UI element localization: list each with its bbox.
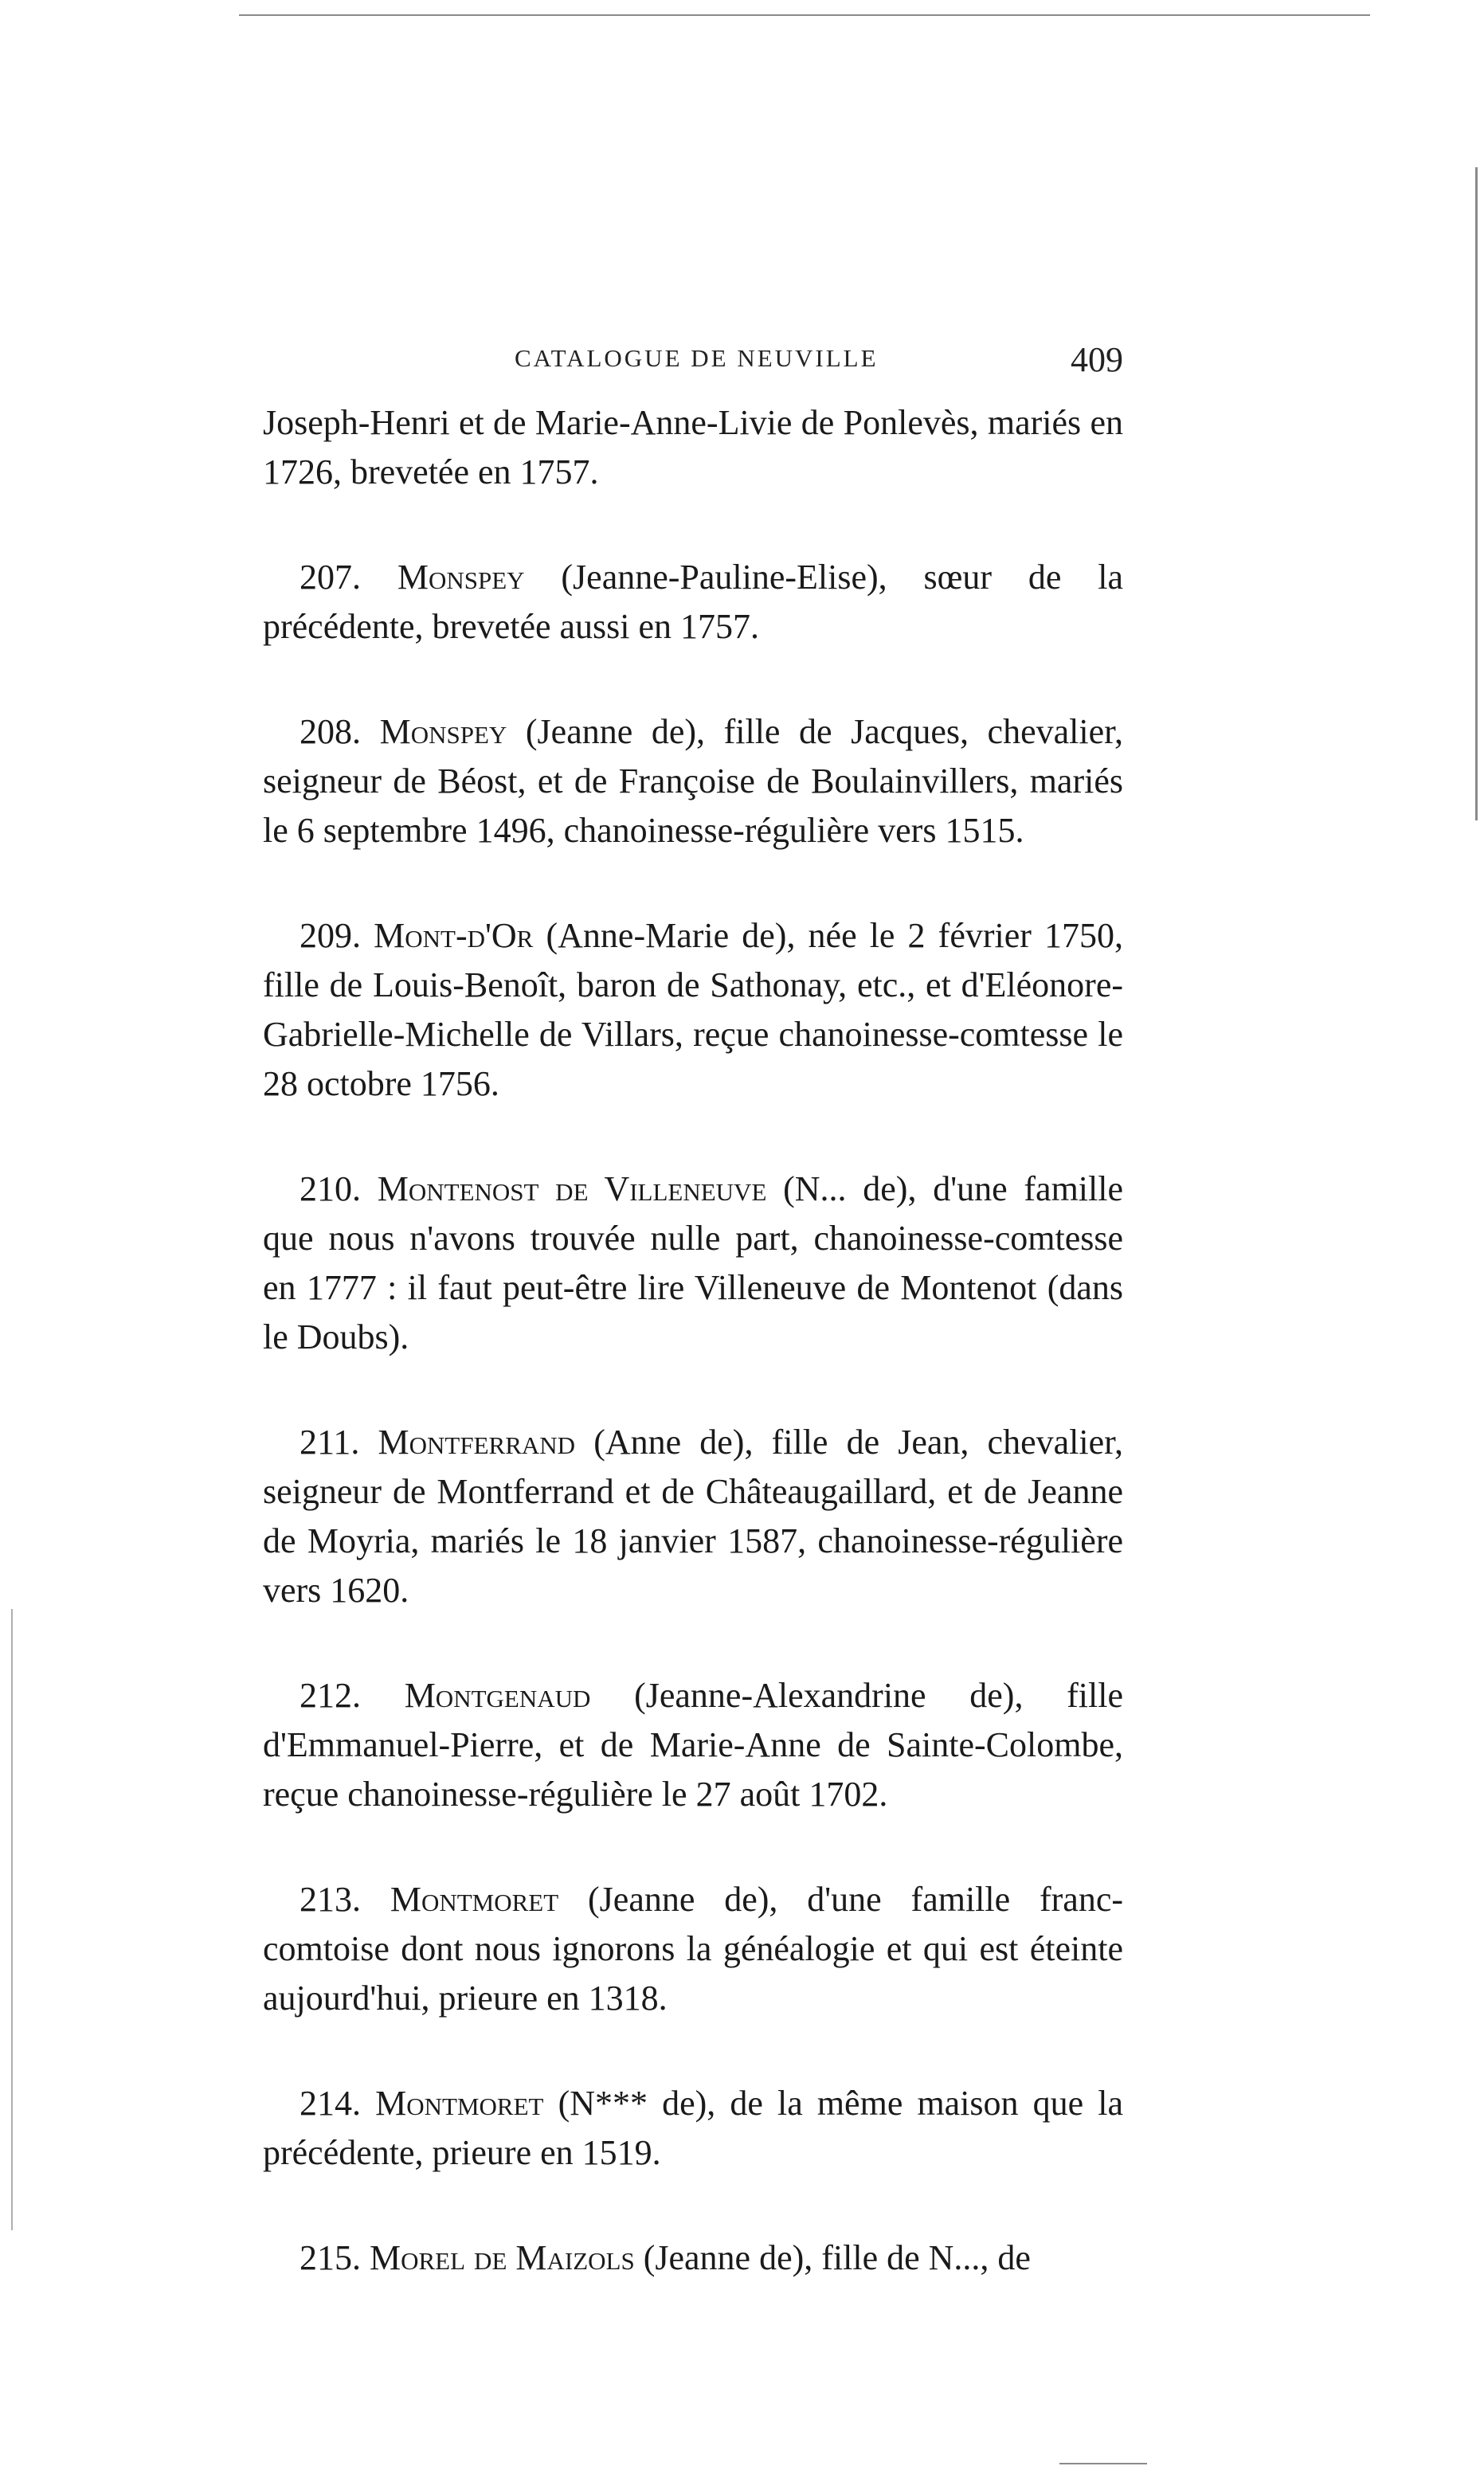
entry-211 (263, 1418, 1123, 1615)
entry-213 (263, 1875, 1123, 2023)
scan-bottom-edge-line (1059, 2463, 1147, 2464)
entry-text: (Jeanne de), fille de Jacques, chevalier, seigneur de Béost, et de Françoise de Boulainvillers, mariés le 6 septembre 1496, chanoinesse-régulière vers 1515. (263, 712, 1124, 850)
entry-text: (Jeanne-Pauline-Elise), sœur de la précédente, brevetée aussi en 1757. (263, 558, 1124, 646)
entry-210 (263, 1165, 1123, 1362)
entry-name: Montmoret (390, 1880, 559, 1919)
entry-214 (263, 2079, 1123, 2178)
entry-number: 211. (300, 1423, 360, 1462)
entry-text: (Jeanne de), fille de N..., de (643, 2238, 1031, 2277)
entry-name: Montferrand (378, 1423, 576, 1462)
scan-top-edge-line (239, 14, 1370, 16)
page-header (263, 333, 1123, 397)
entry-name: Morel de Maizols (370, 2238, 635, 2277)
page-number: 409 (1071, 340, 1123, 379)
entry-text: (N... de), d'une famille que nous n'avons trouvée nulle part, chanoinesse-comtesse en 1777 : il faut peut-être lire Villeneuve de Montenot (dans le Doubs). (263, 1169, 1123, 1356)
entry-name: Montenost de Villeneuve (377, 1169, 767, 1208)
entry-text: (N*** de), de la même maison que la précédente, prieure en 1519. (263, 2084, 1124, 2172)
entry-number: 207. (300, 558, 361, 597)
entry-name: Monspey (379, 712, 507, 751)
entry-number: 213. (300, 1880, 361, 1919)
entry-number: 214. (300, 2084, 361, 2123)
scan-right-edge-line (1475, 167, 1478, 820)
entry-name: Monspey (397, 558, 525, 597)
entry-215 (263, 2233, 1123, 2283)
entry-text: (Jeanne de), d'une famille franc-comtoise dont nous ignorons la généalogie et qui est éteinte aujourd'hui, prieure en 1318. (263, 1880, 1124, 2018)
entry-name: Montmoret (375, 2084, 544, 2123)
entry-number: 215. (300, 2238, 361, 2277)
entry-209 (263, 911, 1123, 1109)
entry-212 (263, 1671, 1123, 1819)
entry-number: 212. (300, 1676, 361, 1715)
body-text (263, 398, 1123, 2339)
entry-text: (Jeanne-Alexandrine de), fille d'Emmanuel-Pierre, et de Marie-Anne de Sainte-Colombe, reçue chanoinesse-régulière le 27 août 1702. (263, 1676, 1123, 1814)
entry-number: 208. (300, 712, 361, 751)
paragraph-continuation (263, 398, 1123, 497)
entry-name: Mont-d'Or (374, 916, 534, 955)
entry-207 (263, 553, 1123, 652)
entry-text: (Anne-Marie de), née le 2 février 1750, fille de Louis-Benoît, baron de Sathonay, etc., et d'Eléonore-Gabrielle-Michelle de Villars, reçue chanoinesse-comtesse le 28 octobre 1756. (263, 916, 1124, 1103)
entry-number: 210. (300, 1169, 361, 1208)
entry-number: 209. (300, 916, 361, 955)
scan-left-margin-mark (11, 1609, 13, 2230)
entry-name: Montgenaud (404, 1676, 591, 1715)
entry-208 (263, 707, 1123, 855)
running-title: CATALOGUE DE NEUVILLE (515, 344, 879, 372)
paragraph-text: Joseph-Henri et de Marie-Anne-Livie de Ponlevès, mariés en 1726, brevetée en 1757. (263, 403, 1123, 491)
entry-text: (Anne de), fille de Jean, chevalier, seigneur de Montferrand et de Châteaugaillard, et de Jeanne de Moyria, mariés le 18 janvier 1587, chanoinesse-régulière vers 1620. (263, 1423, 1124, 1610)
